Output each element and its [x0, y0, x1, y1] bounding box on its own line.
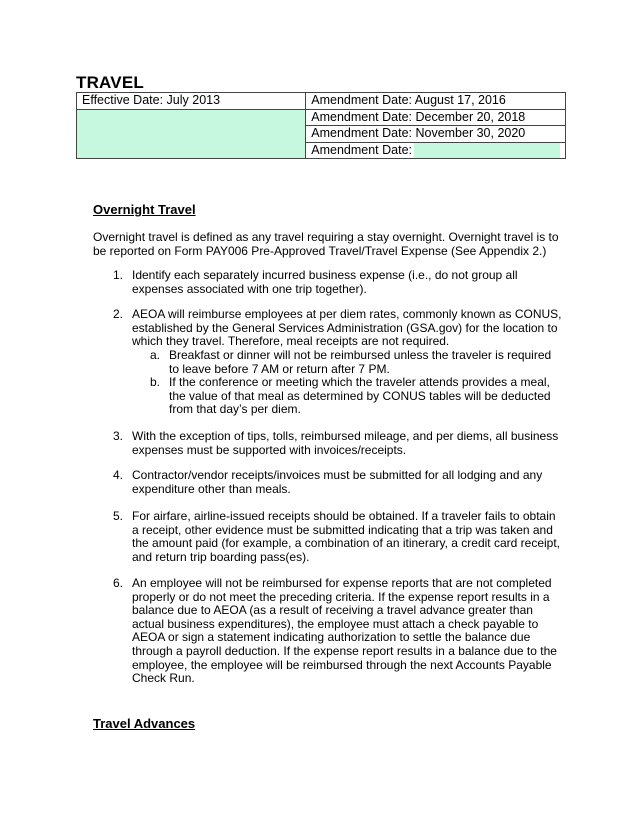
- list-text: Identify each separately incurred business expense (i.e., do not group all expenses associated with one trip together).: [132, 268, 518, 296]
- amendment-date-cell: Amendment Date: November 30, 2020: [306, 126, 566, 143]
- amendment-date-cell: Amendment Date: December 20, 2018: [306, 109, 566, 126]
- policy-dates-table: [76, 92, 566, 159]
- list-text: With the exception of tips, tolls, reimbursed mileage, and per diems, all business expenses must be supported with invoices/receipts.: [132, 429, 559, 457]
- list-number: 4.: [113, 468, 124, 482]
- amendment-date-cell: Amendment Date: August 17, 2016: [306, 93, 566, 110]
- list-text: For airfare, airline-issued receipts should be obtained. If a traveler fails to obtain a receipt, other evidence must be submitted indicating that a trip was taken and the amount paid (for example, a combination of an itinerary, a credit card receipt, and return trip boarding pass(es).: [132, 509, 560, 564]
- sub-list-text: Breakfast or dinner will not be reimbursed unless the traveler is required to leave before 7 AM or return after 7 PM.: [169, 348, 552, 376]
- list-number: 6.: [113, 576, 124, 590]
- list-text: An employee will not be reimbursed for expense reports that are not completed properly or do not meet the preceding criteria. If the expense report results in a balance due to AEOA (as a result of receiving a travel advance greater than actual business expenditures), the employee must attach a check payable to AEOA or sign a statement indicating authorization to settle the balance due through a payroll deduction. If the expense report results in a balance due to the employee, the employee will be reimbursed through the next Accounts Payable Check Run.: [132, 576, 557, 686]
- amendment-label: Amendment Date:: [311, 142, 412, 157]
- sub-list-letter: b.: [150, 375, 161, 389]
- sub-list-letter: a.: [150, 348, 161, 362]
- section-heading-travel-advances: Travel Advances: [93, 716, 196, 731]
- list-number: 2.: [113, 307, 124, 321]
- amendment-blank-field: [414, 143, 560, 158]
- page-title: TRAVEL: [76, 73, 144, 92]
- effective-date-cell: Effective Date: July 2013: [77, 93, 306, 110]
- list-number: 1.: [113, 268, 124, 282]
- list-number: 3.: [113, 429, 124, 443]
- section-heading-overnight-travel: Overnight Travel: [93, 202, 196, 217]
- list-text: AEOA will reimburse employees at per diem rates, commonly known as CONUS, established by the General Services Administration (GSA.gov) for the location to which they travel. Therefore, meal receipts are not required.: [132, 307, 562, 349]
- blank-highlight-cell: [77, 109, 306, 159]
- list-text: Contractor/vendor receipts/invoices must be submitted for all lodging and any expenditure other than meals.: [132, 468, 543, 496]
- intro-paragraph: Overnight travel is defined as any travel requiring a stay overnight. Overnight travel is to be reported on Form PAY006 Pre-Approved Travel/Travel Expense (See Appendix 2.): [93, 230, 559, 259]
- amendment-date-cell: [306, 142, 566, 159]
- sub-list-text: If the conference or meeting which the traveler attends provides a meal, the value of that meal as determined by CONUS tables will be deducted from that day’s per diem.: [169, 375, 551, 417]
- list-number: 5.: [113, 509, 124, 523]
